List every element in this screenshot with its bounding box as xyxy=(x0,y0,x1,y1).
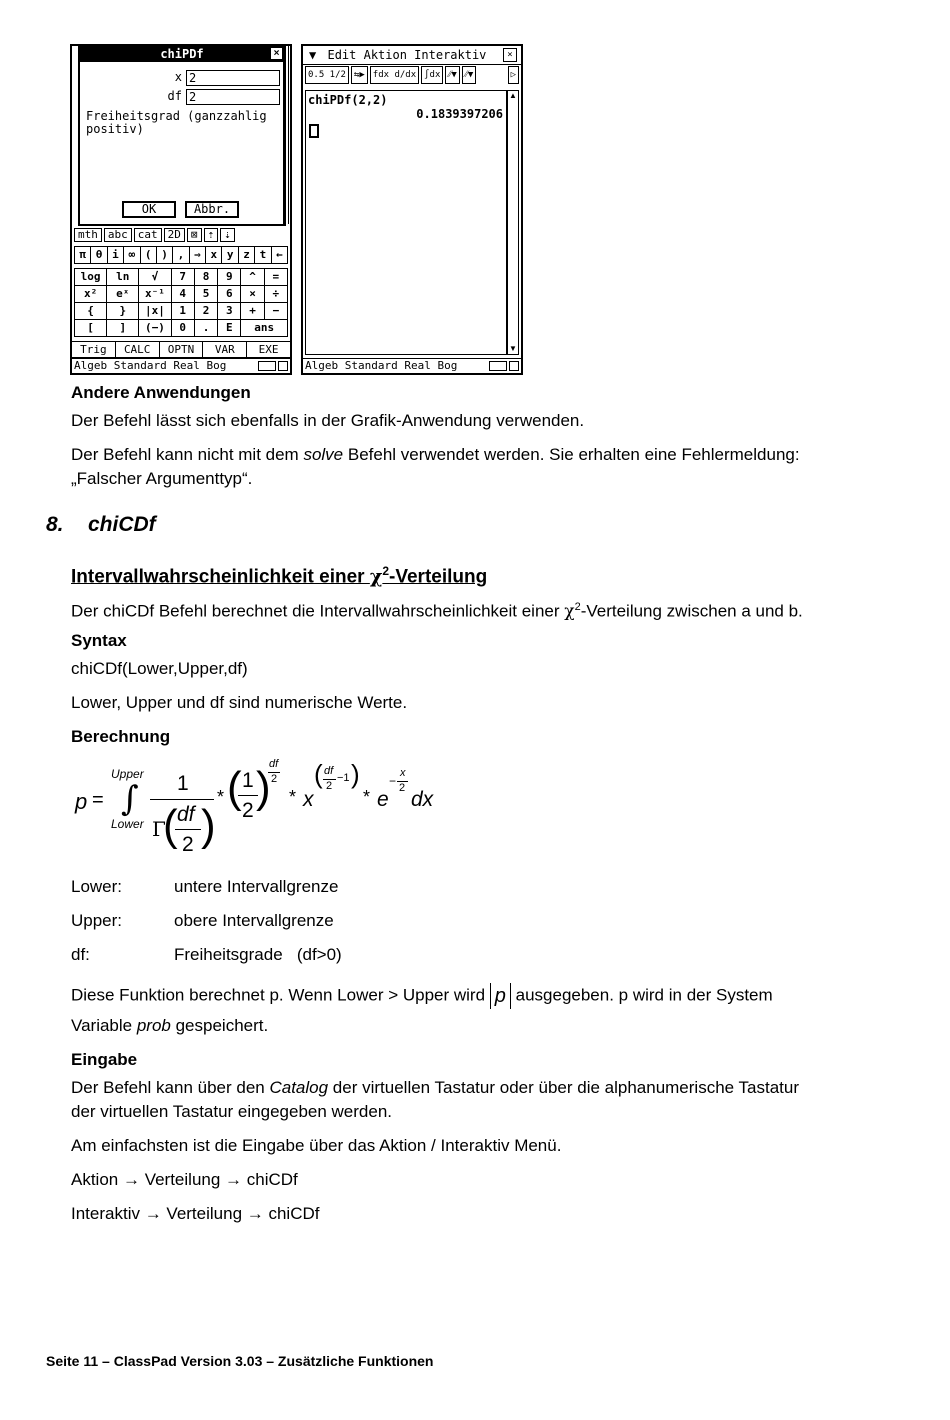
menu-dropdown-icon[interactable]: ▼ xyxy=(309,48,317,62)
solve-keyword: solve xyxy=(303,445,344,464)
soft-keys xyxy=(72,341,290,358)
half-paren-left: ( xyxy=(227,763,242,812)
key-ans[interactable]: ans xyxy=(241,320,287,336)
result-line: 0.1839397206 xyxy=(416,107,503,121)
times-2: * xyxy=(289,787,297,807)
gamma-paren-left: ( xyxy=(163,801,178,850)
tool-more-icon[interactable]: ▷ xyxy=(508,66,519,84)
df-label: df xyxy=(167,89,182,103)
key-8[interactable]: 8 xyxy=(195,269,217,285)
tool-table-icon[interactable]: ⁄⁄▼ xyxy=(462,66,476,84)
result-paragraph xyxy=(71,983,891,1009)
key-infinity[interactable]: ∞ xyxy=(124,247,139,263)
tab-up-icon[interactable]: ⇡ xyxy=(204,228,219,242)
tab-2d[interactable]: 2D xyxy=(164,228,185,242)
exp-two: 2 xyxy=(271,773,278,785)
text-run: -Verteilung zwischen a und b. xyxy=(580,601,803,621)
text-run: Der Befehl kann über den xyxy=(71,1078,270,1097)
exp-df: df xyxy=(269,758,279,770)
superscript: 2 xyxy=(382,564,390,578)
def-desc-lower: untere Intervallgrenze xyxy=(174,877,339,896)
ok-button[interactable]: OK xyxy=(122,201,176,218)
formula-p: p xyxy=(75,789,88,814)
eingabe-paragraph-1-line2: der virtuellen Tastatur eingegeben werden. xyxy=(71,1102,393,1121)
andere-heading: Andere Anwendungen xyxy=(71,383,251,402)
key-x-squared[interactable]: x² xyxy=(75,286,106,302)
main-keys xyxy=(74,268,288,337)
def-desc-upper: obere Intervallgrenze xyxy=(174,911,334,930)
text-run: Der Befehl kann nicht mit dem xyxy=(71,445,304,464)
key-negative[interactable]: (−) xyxy=(139,320,170,336)
syntax-heading: Syntax xyxy=(71,631,127,650)
eexp-minus: − xyxy=(389,774,397,788)
key-power[interactable]: ^ xyxy=(241,269,263,285)
status-bar-right xyxy=(303,358,521,373)
key-4[interactable]: 4 xyxy=(172,286,194,302)
key-z[interactable]: z xyxy=(239,247,254,263)
key-minus[interactable]: − xyxy=(265,303,287,319)
abs-p-letter: p xyxy=(494,985,506,1007)
key-6[interactable]: 6 xyxy=(218,286,240,302)
integral-sign-icon: ∫ xyxy=(121,779,139,819)
eexp-two: 2 xyxy=(399,782,406,794)
text-run: Der chiCDf Befehl berechnet die Intervallwahrscheinlichkeit einer xyxy=(71,601,565,621)
key-7[interactable]: 7 xyxy=(172,269,194,285)
status-text: Algeb Standard Real Bog xyxy=(305,359,458,372)
eingabe-paragraph-2: Am einfachsten ist die Eingabe über das Aktion / Interaktiv Menü. xyxy=(71,1136,562,1155)
classpad-screen-left xyxy=(70,44,292,375)
integral-upper: Upper xyxy=(111,767,144,781)
e-base: e xyxy=(377,788,389,811)
key-multiply[interactable]: × xyxy=(241,286,263,302)
text-run: -Verteilung xyxy=(389,566,488,588)
key-2[interactable]: 2 xyxy=(195,303,217,319)
soft-trig[interactable]: Trig xyxy=(72,342,116,357)
key-1[interactable]: 1 xyxy=(172,303,194,319)
key-lbracket[interactable]: [ xyxy=(75,320,106,336)
scroll-up-icon[interactable]: ▲ xyxy=(509,91,517,100)
work-area[interactable] xyxy=(305,90,507,355)
tool-graph-icon[interactable]: ⁄⁄▼ xyxy=(445,66,459,84)
tab-down-icon[interactable]: ⇣ xyxy=(220,228,235,242)
page-footer: Seite 11 – ClassPad Version 3.03 – Zusätzliche Funktionen xyxy=(46,1353,434,1369)
key-e-power[interactable]: eˣ xyxy=(107,286,138,302)
subheading xyxy=(71,564,487,588)
half-num: 1 xyxy=(242,769,254,792)
symbol-row xyxy=(74,246,288,264)
key-abs[interactable]: |x| xyxy=(139,303,170,319)
menu-items[interactable]: Edit Aktion Interaktiv xyxy=(327,48,487,62)
text-run: Befehl verwendet werden. Sie erhalten eine Fehlermeldung: xyxy=(343,445,800,464)
gamma-df: df xyxy=(177,803,195,826)
key-theta[interactable]: θ xyxy=(91,247,106,263)
key-y[interactable]: y xyxy=(222,247,237,263)
cancel-button[interactable]: Abbr. xyxy=(185,201,239,218)
berechnung-heading: Berechnung xyxy=(71,727,171,746)
result-paragraph-line2 xyxy=(71,1014,268,1038)
key-0[interactable]: 0 xyxy=(172,320,194,336)
tool-integral-icon[interactable]: ∫dx xyxy=(421,66,443,84)
dx: dx xyxy=(411,788,434,811)
def-term-lower: Lower: xyxy=(71,877,123,896)
close-icon[interactable]: × xyxy=(271,48,282,59)
key-lbrace[interactable]: { xyxy=(75,303,106,319)
tab-cat[interactable]: cat xyxy=(134,228,162,242)
tool-fraction-icon[interactable]: 0.5 1/2 xyxy=(305,66,349,84)
key-i[interactable]: i xyxy=(108,247,123,263)
key-9[interactable]: 9 xyxy=(218,269,240,285)
text-run: Variable xyxy=(71,1016,137,1035)
prob-keyword: prob xyxy=(136,1016,171,1035)
gamma-inner-bar xyxy=(175,829,201,830)
text-run: gespeichert. xyxy=(170,1016,269,1035)
x-label: x xyxy=(174,70,182,84)
times-3: * xyxy=(363,787,371,807)
text-run: ausgegeben. p wird in der System xyxy=(510,985,773,1005)
gamma-symbol: Γ xyxy=(152,817,166,841)
key-backspace-icon[interactable]: ← xyxy=(272,247,287,263)
def-term-df: df: xyxy=(71,945,90,964)
syntax-line: chiCDf(Lower,Upper,df) xyxy=(71,659,248,678)
eexp-x: x xyxy=(400,767,406,779)
soft-optn[interactable]: OPTN xyxy=(160,342,204,357)
chipdf-dialog xyxy=(78,46,286,226)
key-comma[interactable]: , xyxy=(173,247,188,263)
x-base: x xyxy=(303,788,314,811)
tab-close-icon[interactable]: ⊠ xyxy=(187,228,202,242)
battery-icon xyxy=(258,361,276,371)
key-rbracket[interactable]: ] xyxy=(107,320,138,336)
keyboard-tabs xyxy=(74,228,235,242)
close-icon[interactable]: × xyxy=(503,48,517,62)
key-3[interactable]: 3 xyxy=(218,303,240,319)
status-text: Algeb Standard Real Bog xyxy=(74,359,227,372)
key-exp[interactable]: E xyxy=(218,320,240,336)
syntax-note: Lower, Upper und df sind numerische Werte. xyxy=(71,693,408,712)
key-inverse[interactable]: x⁻¹ xyxy=(139,286,170,302)
menu-bar xyxy=(303,46,521,65)
status-bar-left xyxy=(72,358,290,373)
superscript: 2 xyxy=(574,601,581,613)
xexp-df: df xyxy=(324,765,334,777)
section-number: 8. xyxy=(46,513,64,536)
eingabe-heading: Eingabe xyxy=(71,1050,138,1069)
key-rbrace[interactable]: } xyxy=(107,303,138,319)
key-lparen[interactable]: ( xyxy=(141,247,156,263)
formula-eq: = xyxy=(92,789,104,811)
half-den: 2 xyxy=(242,799,254,822)
intro-paragraph xyxy=(71,595,891,624)
text-run: Intervallwahrscheinlichkeit einer xyxy=(71,566,370,588)
key-t[interactable]: t xyxy=(255,247,270,263)
df-input[interactable]: 2 xyxy=(186,89,280,105)
battery-icon xyxy=(489,361,507,371)
catalog-keyword: Catalog xyxy=(269,1078,329,1097)
dialog-hint: Freiheitsgrad (ganzzahlig positiv) xyxy=(86,109,267,136)
half-paren-right: ) xyxy=(256,763,271,812)
andere-paragraph-1: Der Befehl lässt sich ebenfalls in der Grafik-Anwendung verwenden. xyxy=(71,411,585,430)
gamma-paren-right: ) xyxy=(201,801,216,850)
section-title: chiCDf xyxy=(88,513,156,536)
key-equals[interactable]: = xyxy=(265,269,287,285)
menu-path-aktion: Aktion → Verteilung → chiCDf xyxy=(71,1170,298,1189)
tool-convert-icon[interactable]: ⇆▶ xyxy=(351,66,368,84)
soft-var[interactable]: VAR xyxy=(203,342,247,357)
xexp-minus-one: −1 xyxy=(337,772,350,784)
dialog-title: chiPDf xyxy=(80,46,284,62)
half-bar xyxy=(238,795,258,796)
key-dot[interactable]: . xyxy=(195,320,217,336)
def-term-upper: Upper: xyxy=(71,911,123,930)
key-log[interactable]: log xyxy=(75,269,106,285)
chi-symbol: χ xyxy=(369,565,383,588)
key-plus[interactable]: + xyxy=(241,303,263,319)
key-x[interactable]: x xyxy=(206,247,221,263)
xexp-paren-right: ) xyxy=(351,759,360,789)
fraction-bar xyxy=(150,799,214,800)
def-desc-df: Freiheitsgrade (df>0) xyxy=(174,945,342,964)
tab-abc[interactable]: abc xyxy=(104,228,132,242)
eingabe-paragraph-1 xyxy=(71,1076,891,1100)
integral-lower: Lower xyxy=(111,817,144,831)
toolbar xyxy=(305,66,519,84)
menu-path-interaktiv: Interaktiv → Verteilung → chiCDf xyxy=(71,1204,320,1223)
tab-mth[interactable]: mth xyxy=(74,228,102,242)
tool-diff-icon[interactable]: fdx d/dx xyxy=(370,66,419,84)
key-5[interactable]: 5 xyxy=(195,286,217,302)
xexp-two: 2 xyxy=(326,780,333,792)
input-line: chiPDf(2,2) xyxy=(308,93,388,107)
chi-symbol: χ xyxy=(564,601,575,622)
x-input[interactable]: 2 xyxy=(186,70,280,86)
window-icon xyxy=(509,361,519,371)
key-divide[interactable]: ÷ xyxy=(265,286,287,302)
window-icon xyxy=(278,361,288,371)
gamma-two: 2 xyxy=(182,833,194,856)
key-implies[interactable]: ⇒ xyxy=(190,247,205,263)
andere-paragraph-2 xyxy=(71,443,871,467)
key-ln[interactable]: ln xyxy=(107,269,138,285)
soft-exe[interactable]: EXE xyxy=(258,343,279,356)
xexp-paren-left: ( xyxy=(314,759,323,789)
formula xyxy=(70,755,490,865)
text-run: Diese Funktion berechnet p. Wenn Lower > Upper wird xyxy=(71,985,490,1005)
scroll-down-icon[interactable]: ▼ xyxy=(509,344,517,353)
fraction-numerator: 1 xyxy=(177,772,189,795)
dialog-side-scroll xyxy=(283,46,289,224)
andere-paragraph-2-line2: „Falscher Argumenttyp“. xyxy=(71,469,253,488)
cursor-icon xyxy=(309,124,319,138)
text-run: der virtuellen Tastatur oder über die alphanumerische Tastatur xyxy=(328,1078,799,1097)
times-1: * xyxy=(217,787,225,807)
soft-calc[interactable]: CALC xyxy=(116,342,160,357)
key-rparen[interactable]: ) xyxy=(157,247,172,263)
abs-p xyxy=(490,983,511,1009)
key-sqrt[interactable]: √ xyxy=(139,269,170,285)
scrollbar[interactable] xyxy=(507,90,519,355)
classpad-screen-right xyxy=(301,44,523,375)
key-pi[interactable]: π xyxy=(75,247,90,263)
